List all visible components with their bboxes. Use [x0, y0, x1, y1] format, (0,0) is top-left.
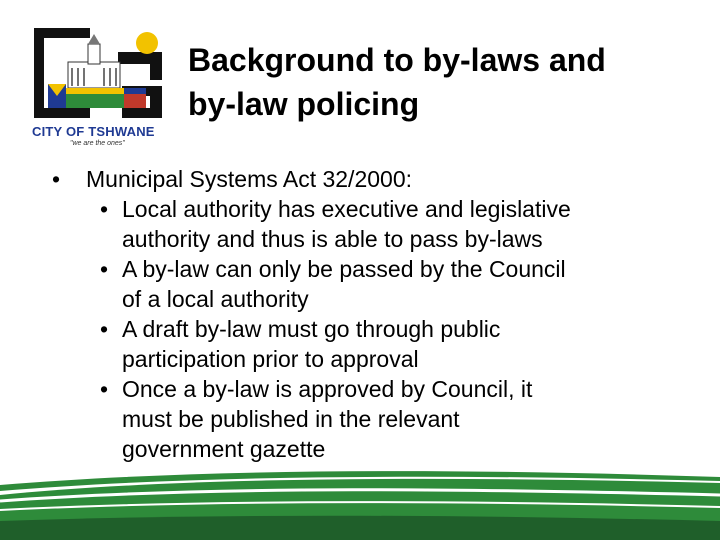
bullet-text-line: must be published in the relevant	[122, 406, 460, 432]
bullet-text-line: of a local authority	[122, 286, 309, 312]
bullet-marker: •	[100, 196, 109, 222]
slide-title	[188, 38, 688, 126]
bullet-text-line: authority and thus is able to pass by-laws	[122, 226, 543, 252]
bullet-text: Municipal Systems Act 32/2000:	[86, 166, 412, 192]
logo-emblem-icon	[26, 22, 176, 126]
bullet-marker: •	[100, 376, 109, 402]
bullet-marker: •	[52, 166, 61, 192]
bullet-text-line: participation prior to approval	[122, 346, 419, 372]
bullet-text-line: A by-law can only be passed by the Council	[122, 256, 566, 282]
slide-title-line-2: by-law policing	[188, 86, 420, 122]
sub-bullet-item	[100, 254, 692, 314]
city-of-tshwane-logo	[26, 22, 176, 154]
sub-bullet-item	[100, 314, 692, 374]
footer-wave-decoration	[0, 455, 720, 540]
bullet-marker: •	[100, 316, 109, 342]
sub-bullet-item	[100, 194, 692, 254]
slide-title-line-1: Background to by-laws and	[188, 42, 606, 78]
logo-motto: "we are the ones"	[70, 140, 125, 147]
bullet-text-line: Once a by-law is approved by Council, it	[122, 376, 533, 402]
sub-bullet-item	[100, 374, 692, 464]
bullet-text-line: government gazette	[122, 436, 326, 462]
bullet-item-main	[52, 164, 692, 194]
bullet-text-line: Local authority has executive and legislative	[122, 196, 571, 222]
logo-city-name: CITY OF TSHWANE	[32, 124, 155, 139]
bullet-text-line: A draft by-law must go through public	[122, 316, 501, 342]
bullet-list	[52, 164, 692, 464]
bullet-marker: •	[100, 256, 109, 282]
